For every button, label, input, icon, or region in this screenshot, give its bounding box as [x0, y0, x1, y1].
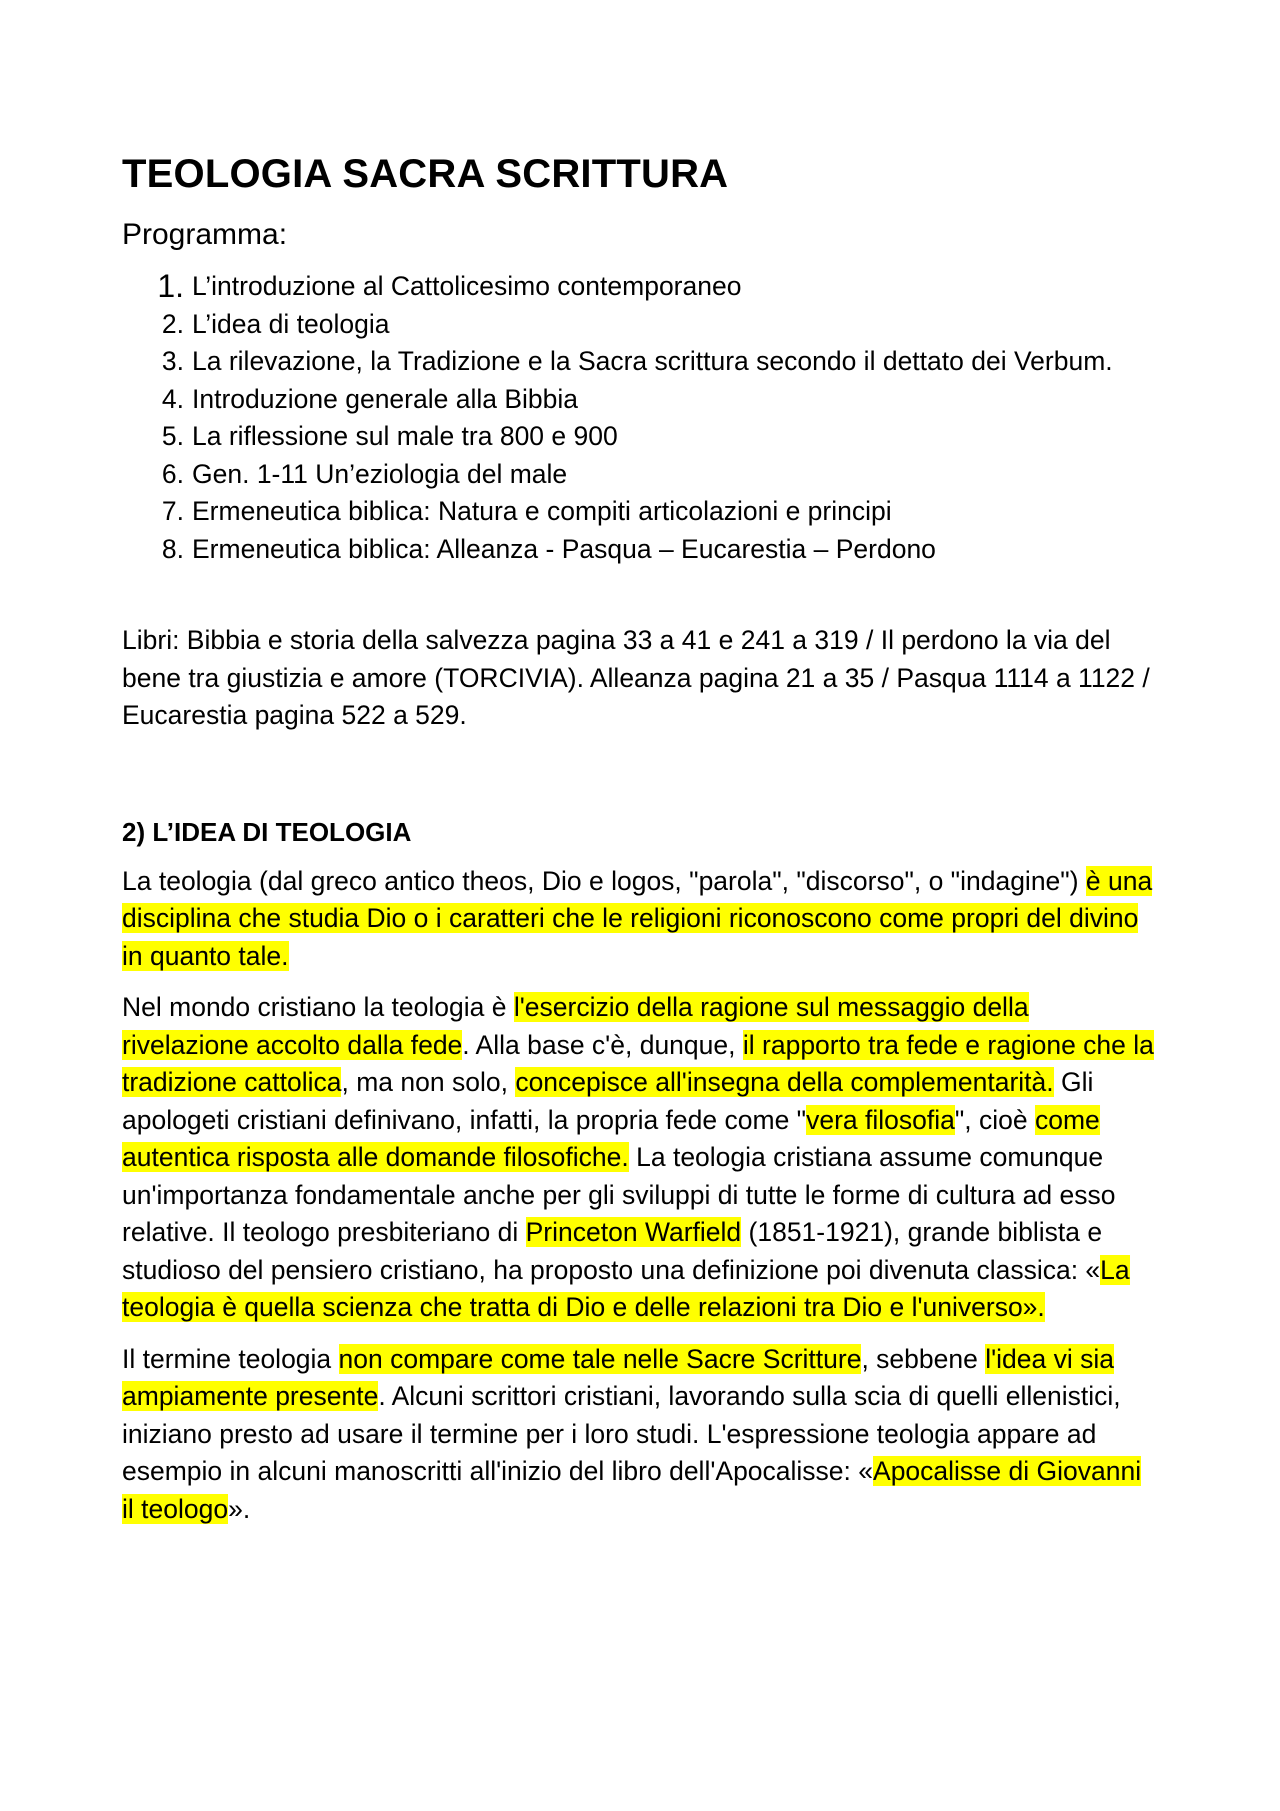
program-item-number: 6. [161, 458, 184, 489]
body-paragraph [122, 989, 1160, 1327]
program-item-text: Ermeneutica biblica: Alleanza - Pasqua – Eucarestia – Perdono [192, 533, 936, 564]
program-item [161, 343, 1160, 381]
books-paragraph: Libri: Bibbia e storia della salvezza pagina 33 a 41 e 241 a 319 / Il perdono la via del bene tra giustizia e amore (TORCIVIA). Alleanza pagina 21 a 35 / Pasqua 1114 a 1122 / Eucarestia pagina 522 a 529. [122, 625, 1150, 730]
program-list [122, 268, 1160, 568]
paragraph-text: La teologia (dal greco antico theos, Dio e logos, "parola", "discorso", o "indagine") [122, 865, 1086, 896]
highlighted-text: concepisce all'insegna della complementarità. [515, 1067, 1054, 1097]
body-paragraph [122, 863, 1160, 976]
paragraph-text: Nel mondo cristiano la teologia è [122, 992, 514, 1022]
highlighted-text: il rapporto tra fede e ragione che la tradizione cattolica [122, 1029, 1154, 1097]
section-body [122, 863, 1160, 1529]
program-item [157, 268, 1160, 306]
program-item [161, 381, 1160, 419]
paragraph-text: ", cioè [954, 1104, 1035, 1135]
paragraph-text: ». [228, 1493, 251, 1524]
paragraph-text: Il termine teologia [122, 1343, 339, 1374]
highlighted-text: come autentica risposta alle domande filosofiche. [122, 1104, 1100, 1172]
highlighted-text: è una disciplina che studia Dio o i caratteri che le religioni riconoscono come propri del divino in quanto tale. [122, 865, 1153, 971]
program-item-number: 7. [161, 496, 184, 526]
program-item-text: L’idea di teologia [192, 308, 390, 339]
program-item [161, 418, 1160, 456]
program-item [161, 306, 1160, 344]
paragraph-text: Gli apologeti cristiani definivano, infatti, la propria fede come " [122, 1067, 1094, 1135]
program-item-number: 4. [161, 383, 184, 414]
highlighted-text: l'esercizio della ragione sul messaggio della rivelazione accolto dalla fede [122, 992, 1029, 1060]
highlighted-text: La teologia è quella scienza che tratta di Dio e delle relazioni tra Dio e l'universo». [122, 1254, 1130, 1322]
paragraph-text: . Alla base c'è, dunque, [462, 1029, 743, 1060]
highlighted-text: Apocalisse di Giovanni il teologo [122, 1456, 1142, 1524]
program-item-number: 8. [161, 533, 184, 564]
highlighted-text: Princeton Warfield [525, 1217, 742, 1247]
program-item [161, 493, 1160, 531]
program-item-number: 2. [161, 308, 184, 339]
highlighted-text: non compare come tale nelle Sacre Scritture [338, 1343, 862, 1374]
program-item-number: 1. [157, 268, 184, 304]
program-item-text: Introduzione generale alla Bibbia [192, 383, 578, 414]
paragraph-text: , ma non solo, [341, 1067, 516, 1097]
program-item-number: 3. [161, 346, 184, 376]
program-item [161, 456, 1160, 494]
program-item-text: L’introduzione al Cattolicesimo contemporaneo [192, 271, 742, 301]
body-paragraph [122, 1341, 1160, 1529]
paragraph-text: . Alcuni scrittori cristiani, lavorando sulla scia di quelli ellenistici, iniziano presto ad usare il termine per i loro studi. L'espressione teologia appare ad esempio in alcuni manoscritti all'inizio del libro dell'Apocalisse: « [122, 1381, 1121, 1486]
program-label: Programma: [122, 218, 288, 251]
section-heading: 2) L’IDEA DI TEOLOGIA [122, 816, 412, 847]
highlighted-text: l'idea vi sia ampiamente presente [122, 1343, 1115, 1411]
program-item-number: 5. [161, 421, 184, 451]
program-item-text: Ermeneutica biblica: Natura e compiti articolazioni e principi [192, 496, 892, 526]
highlighted-text: vera filosofia [806, 1104, 955, 1135]
paragraph-text: (1851-1921), grande biblista e studioso del pensiero cristiano, ha proposto una definizione poi divenuta classica: « [122, 1217, 1103, 1285]
document-title: TEOLOGIA SACRA SCRITTURA [122, 152, 729, 196]
program-item-text: La rilevazione, la Tradizione e la Sacra scrittura secondo il dettato dei Verbum. [192, 346, 1113, 376]
program-item-text: Gen. 1-11 Un’eziologia del male [192, 458, 568, 489]
paragraph-text: , sebbene [861, 1343, 986, 1374]
paragraph-text: La teologia cristiana assume comunque un'importanza fondamentale anche per gli sviluppi di tutte le forme di cultura ad esso relative. Il teologo presbiteriano di [122, 1142, 1116, 1247]
program-item [161, 531, 1160, 569]
program-item-text: La riflessione sul male tra 800 e 900 [192, 421, 618, 451]
